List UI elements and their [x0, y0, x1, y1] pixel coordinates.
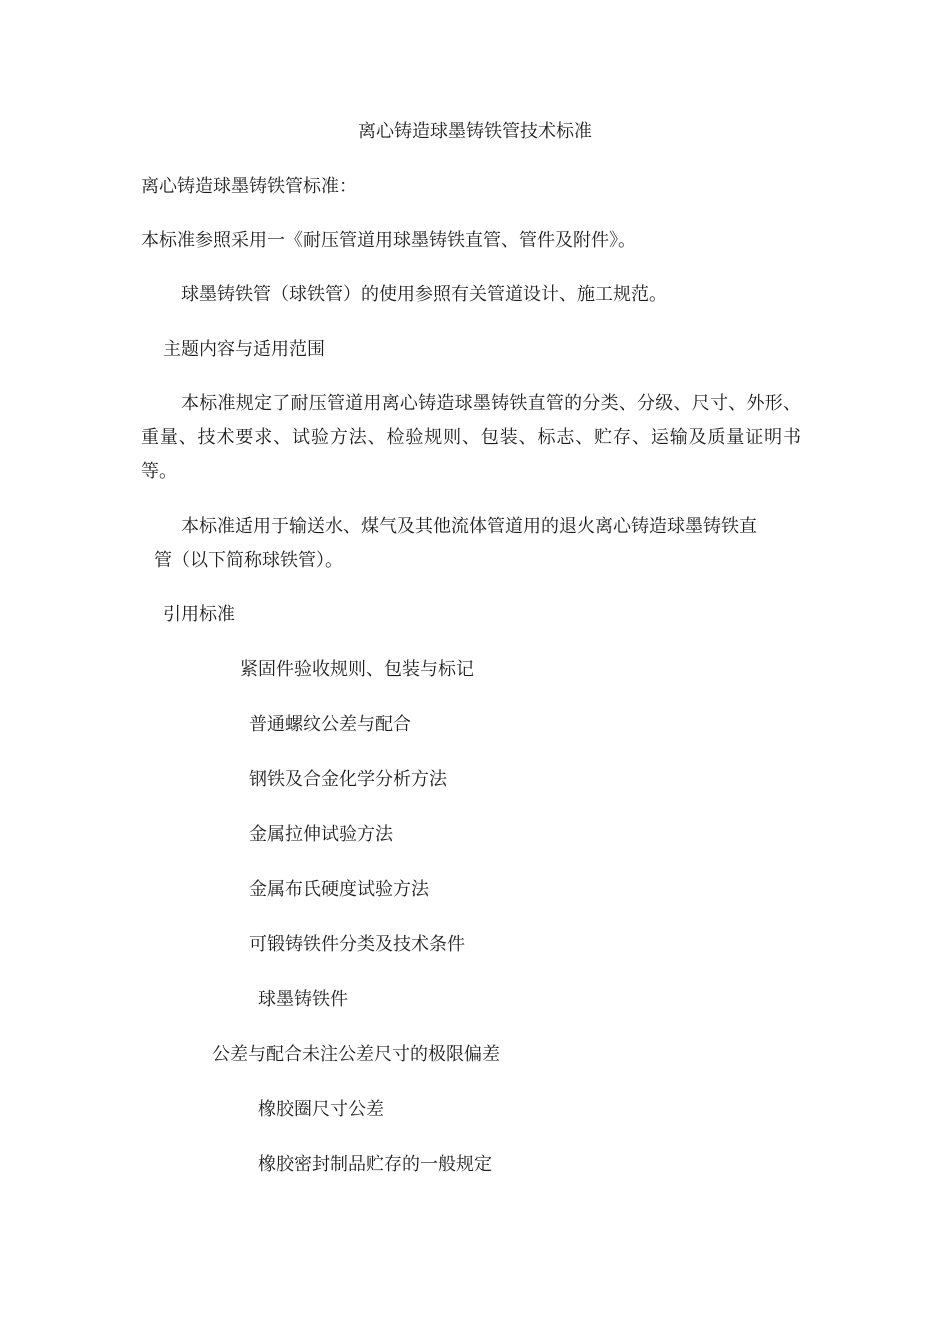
reference-item: 紧固件验收规则、包装与标记 [240, 659, 474, 680]
reference-item: 橡胶圈尺寸公差 [258, 1099, 384, 1120]
reference-item: 公差与配合未注公差尺寸的极限偏差 [212, 1044, 500, 1065]
section-scope-heading: 主题内容与适用范围 [163, 339, 325, 360]
document-title: 离心铸造球墨铸铁管技术标准 [358, 121, 592, 142]
intro-paragraph: 本标准参照采用一《耐压管道用球墨铸铁直管、管件及附件》。 [141, 230, 636, 251]
reference-item: 普通螺纹公差与配合 [249, 714, 411, 735]
reference-item: 球墨铸铁件 [258, 989, 348, 1010]
reference-item: 金属布氏硬度试验方法 [249, 879, 429, 900]
reference-item: 可锻铸铁件分类及技术条件 [249, 934, 465, 955]
usage-note: 球墨铸铁管（球铁管）的使用参照有关管道设计、施工规范。 [181, 284, 667, 305]
scope-paragraph-1: 本标准规定了耐压管道用离心铸造球墨铸铁直管的分类、分级、尺寸、外形、重量、技术要求、试验方法、检验规则、包装、标志、贮存、运输及质量证明书等。 [141, 393, 801, 482]
reference-item: 金属拉伸试验方法 [249, 824, 393, 845]
scope-paragraph-2-line-2: 管（以下简称球铁管）。 [154, 550, 343, 571]
scope-paragraph-2-line-1: 本标准适用于输送水、煤气及其他流体管道用的退火离心铸造球墨铸铁直 [181, 516, 757, 537]
reference-item: 橡胶密封制品贮存的一般规定 [258, 1154, 492, 1175]
section-references-heading: 引用标准 [163, 604, 235, 625]
reference-item: 钢铁及合金化学分析方法 [249, 769, 447, 790]
standard-heading: 离心铸造球墨铸铁管标准： [141, 176, 357, 197]
